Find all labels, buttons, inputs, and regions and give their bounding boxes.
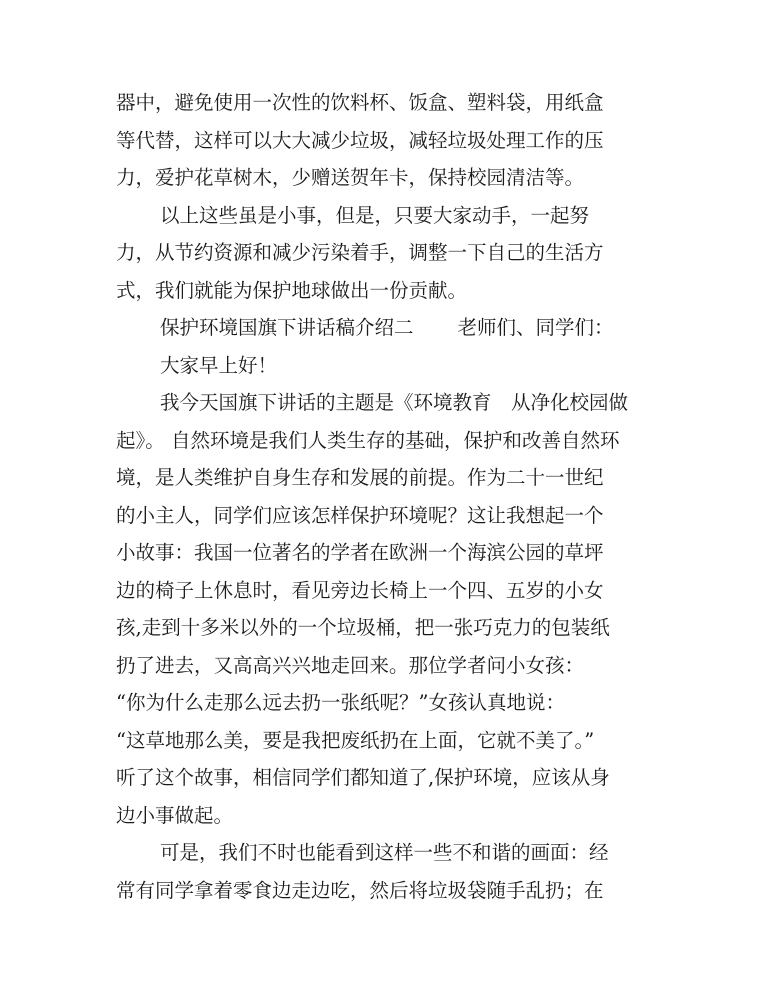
text-line: 扔了进去，又高高兴兴地走回来。那位学者问小女孩： [116, 653, 585, 677]
paragraph-start-line: 以上这些虽是小事，但是，只要大家动手，一起努 [160, 203, 590, 227]
text-line: 小故事：我国一位著名的学者在欧洲一个海滨公园的草坪 [116, 541, 604, 564]
section-heading-line [116, 309, 656, 347]
text-line: “这草地那么美，要是我把废纸扔在上面，它就不美了。” [116, 728, 595, 752]
section-heading: 保护环境国旗下讲话稿介绍二 [160, 316, 414, 339]
text-line: 孩,走到十多米以外的一个垃圾桶，把一张巧克力的包装纸 [116, 616, 610, 639]
greeting-line: 大家早上好！ [160, 353, 278, 377]
text-line: 器中，避免使用一次性的饮料杯、饭盒、塑料袋，用纸盒 [116, 91, 604, 114]
paragraph-start-line: 我今天国旗下讲话的主题是《环境教育 从净化校园做 [160, 391, 629, 414]
text-line: 境，是人类维护自身生存和发展的前提。作为二十一世纪 [116, 466, 604, 489]
paragraph-start-line: 可是，我们不时也能看到这样一些不和谐的画面：经 [160, 841, 609, 864]
text-line: 的小主人，同学们应该怎样保护环境呢？这让我想起一个 [116, 503, 604, 527]
text-line: 边的椅子上休息时，看见旁边长椅上一个四、五岁的小女 [116, 578, 604, 602]
text-line: 边小事做起。 [116, 803, 234, 827]
text-line: 力，爱护花草树木，少赠送贺年卡，保持校园清洁等。 [116, 166, 585, 189]
salutation: 老师们、同学们： [457, 316, 614, 339]
text-line: 听了这个故事，相信同学们都知道了,保护环境，应该从身 [116, 766, 610, 789]
text-line: “你为什么走那么远去扔一张纸呢？”女孩认真地说： [116, 691, 565, 714]
text-line: 式，我们就能为保护地球做出一份贡献。 [116, 278, 468, 302]
text-line: 力，从节约资源和减少污染着手，调整一下自己的生活方 [116, 241, 604, 264]
text-line: 常有同学拿着零食边走边吃，然后将垃圾袋随手乱扔；在 [116, 878, 604, 902]
text-line: 等代替，这样可以大大减少垃圾，减轻垃圾处理工作的压 [116, 128, 604, 152]
text-line: 起》。 自然环境是我们人类生存的基础，保护和改善自然环 [116, 428, 620, 452]
document-body [116, 84, 656, 909]
